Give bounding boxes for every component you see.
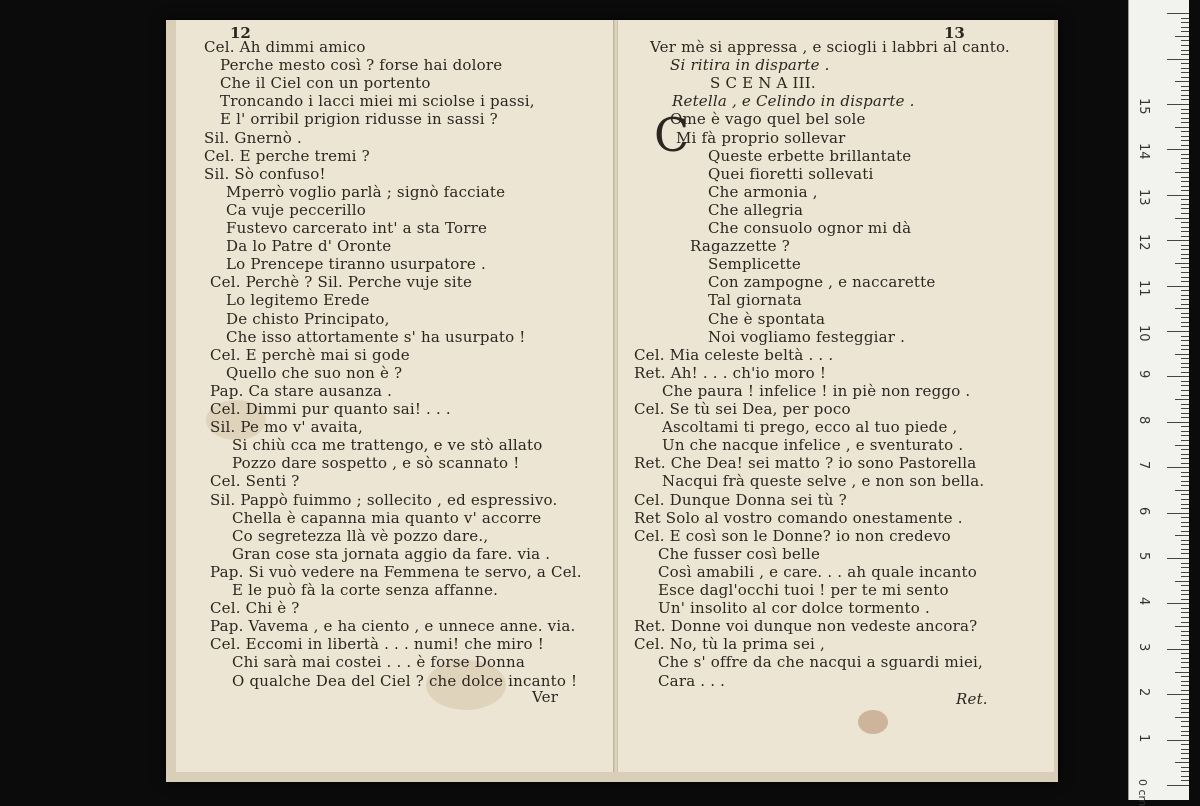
ruler-tick: [1175, 354, 1189, 355]
ruler-tick: [1181, 158, 1189, 159]
ruler-tick: [1167, 422, 1189, 423]
ruler-number: 0 cm: [1136, 779, 1149, 806]
ruler-tick: [1181, 780, 1189, 781]
ruler-tick: [1181, 322, 1189, 323]
text-line: Cel. Chi è ?: [210, 599, 300, 618]
ruler-number: 10: [1136, 325, 1151, 342]
ruler-tick: [1181, 676, 1189, 677]
text-line: Pap. Vavema , e ha ciento , e unnece anne. via.: [210, 617, 576, 636]
ruler-tick: [1181, 494, 1189, 495]
ruler-tick: [1181, 485, 1189, 486]
ruler-tick: [1181, 140, 1189, 141]
text-line: Ret. Ah! . . . ch'io moro !: [634, 363, 827, 382]
page-number-right: 13: [944, 24, 965, 42]
ruler-tick: [1181, 458, 1189, 459]
ruler-tick: [1181, 504, 1189, 505]
ruler-tick: [1181, 31, 1189, 32]
ruler-tick: [1181, 281, 1189, 282]
ruler-tick: [1181, 685, 1189, 686]
text-line: Sil. Pappò fuimmo ; sollecito , ed espressivo.: [210, 490, 558, 509]
ruler-tick: [1181, 712, 1189, 713]
ruler-tick: [1181, 735, 1189, 736]
ruler-tick: [1181, 767, 1189, 768]
ruler-tick: [1167, 59, 1189, 60]
ruler-tick: [1167, 286, 1189, 287]
ruler-tick: [1175, 717, 1189, 718]
text-line: Queste erbette brillantate: [708, 146, 912, 165]
text-line: Ome è vago quel bel sole: [670, 110, 866, 129]
text-line: Cel. Se tù sei Dea, per poco: [634, 400, 851, 418]
ruler-tick: [1167, 467, 1189, 468]
ruler-tick: [1181, 753, 1189, 754]
ruler-tick: [1181, 721, 1189, 722]
ruler-tick: [1181, 109, 1189, 110]
text-line: Mi fà proprio sollevar: [676, 128, 846, 147]
text-line: Cel. Dimmi pur quanto sai! . . .: [210, 400, 451, 418]
ruler-tick: [1181, 622, 1189, 623]
text-line: Mperrò voglio parlà ; signò facciate: [226, 182, 506, 201]
text-line: Un' insolito al cor dolce tormento .: [658, 599, 930, 618]
ruler-tick: [1181, 567, 1189, 568]
ruler-tick: [1175, 581, 1189, 582]
ruler-number: 4: [1136, 597, 1151, 606]
text-line: Co segretezza llà vè pozzo dare.,: [232, 526, 489, 545]
text-line: Si chiù cca me trattengo, e ve stò allato: [232, 436, 543, 455]
ruler-tick: [1181, 372, 1189, 373]
ruler-tick: [1181, 90, 1189, 91]
text-line: Nacqui frà queste selve , e non son bella.: [662, 472, 985, 491]
ruler-number: 11: [1136, 279, 1151, 297]
text-line: Con zampogne , e naccarette: [708, 273, 936, 292]
ruler-tick: [1181, 771, 1189, 772]
ruler-tick: [1181, 699, 1189, 700]
text-line: Lo legitemo Erede: [226, 291, 370, 310]
text-line: Ver mè si appressa , e sciogli i labbri al canto.: [650, 38, 1010, 56]
ruler-number: 12: [1136, 234, 1151, 251]
text-line: Quello che suo non è ?: [226, 363, 403, 382]
ruler-tick: [1181, 662, 1189, 663]
ruler-number: 1: [1136, 733, 1151, 742]
ruler-number: 13: [1136, 188, 1151, 206]
ruler-tick: [1181, 540, 1189, 541]
ruler-tick: [1181, 363, 1189, 364]
text-line: Semplicette: [708, 255, 801, 274]
text-line: Cel. No, tù la prima sei ,: [634, 635, 825, 654]
measurement-ruler: [1128, 0, 1189, 806]
right-page: [618, 20, 1054, 772]
ruler-tick: [1181, 681, 1189, 682]
text-line: Cel. E così son le Donne? io non credevo: [634, 526, 951, 545]
text-line: Pozzo dare sospetto , e sò scannato !: [232, 454, 520, 473]
text-line: Ret.: [956, 690, 988, 708]
text-line: Cel. E perchè mai si gode: [210, 345, 410, 364]
stain: [858, 710, 888, 734]
ruler-tick: [1181, 544, 1189, 545]
ruler-tick: [1181, 499, 1189, 500]
ruler-tick: [1175, 672, 1189, 673]
ruler-tick: [1181, 190, 1189, 191]
ruler-tick: [1181, 608, 1189, 609]
ruler-tick: [1181, 390, 1189, 391]
text-line: Che armonia ,: [708, 182, 818, 201]
text-line: Cel. E perche tremi ?: [204, 146, 370, 165]
text-line: Così amabili , e care. . . ah quale incanto: [658, 562, 977, 581]
ruler-tick: [1181, 267, 1189, 268]
ruler-number: 8: [1136, 415, 1151, 425]
text-line: Che è spontata: [708, 309, 826, 328]
ruler-tick: [1181, 644, 1189, 645]
ruler-number: 5: [1136, 552, 1151, 561]
text-line: Retella , e Celindo in disparte .: [672, 92, 915, 111]
text-line: Cel. Eccomi in libertà . . . numi! che miro !: [210, 635, 544, 654]
ruler-tick: [1181, 68, 1189, 69]
ruler-number: 9: [1136, 370, 1151, 379]
ruler-tick: [1181, 304, 1189, 305]
left-page: [176, 20, 615, 772]
ruler-tick: [1181, 481, 1189, 482]
ruler-tick: [1167, 104, 1189, 105]
ruler-tick: [1181, 358, 1189, 359]
ruler-tick: [1181, 472, 1189, 473]
ruler-tick: [1181, 299, 1189, 300]
text-line: Gran cose sta jornata aggio da fare. via .: [232, 544, 551, 563]
ruler-tick: [1175, 308, 1189, 309]
ruler-tick: [1181, 703, 1189, 704]
text-line: Che il Ciel con un portento: [220, 74, 431, 93]
ruler-tick: [1181, 222, 1189, 223]
ruler-tick: [1181, 227, 1189, 228]
text-line: Ret. Che Dea! sei matto ? io sono Pastorella: [634, 454, 977, 473]
ruler-tick: [1181, 576, 1189, 577]
ruler-tick: [1167, 649, 1189, 650]
text-line: Cel. Senti ?: [210, 472, 300, 491]
ruler-tick: [1181, 245, 1189, 246]
text-line: Perche mesto così ? forse hai dolore: [220, 56, 503, 75]
open-book: [166, 20, 1058, 782]
ruler-tick: [1167, 785, 1189, 786]
ruler-tick: [1181, 726, 1189, 727]
ruler-tick: [1181, 272, 1189, 273]
ruler-tick: [1181, 249, 1189, 250]
ruler-tick: [1181, 231, 1189, 232]
text-line: O qualche Dea del Ciel ? che dolce incanto !: [232, 671, 578, 690]
text-line: Che fusser così belle: [658, 544, 821, 563]
ruler-tick: [1167, 195, 1189, 196]
ruler-tick: [1181, 86, 1189, 87]
text-line: Quei fioretti sollevati: [708, 164, 874, 183]
text-line: Si ritira in disparte .: [670, 56, 830, 75]
text-line: Tal giornata: [708, 291, 802, 310]
ruler-tick: [1181, 594, 1189, 595]
text-line: Sil. Pe mo v' avaita,: [210, 418, 363, 437]
ruler-tick: [1181, 667, 1189, 668]
ruler-tick: [1175, 626, 1189, 627]
ruler-tick: [1181, 431, 1189, 432]
ruler-tick: [1175, 81, 1189, 82]
ruler-tick: [1181, 385, 1189, 386]
ruler-tick: [1181, 449, 1189, 450]
ruler-tick: [1181, 22, 1189, 23]
ruler-tick: [1181, 177, 1189, 178]
ruler-tick: [1181, 522, 1189, 523]
ruler-tick: [1167, 13, 1189, 14]
page-number-left: 12: [230, 24, 251, 42]
ruler-tick: [1167, 240, 1189, 241]
ruler-tick: [1181, 531, 1189, 532]
ruler-tick: [1181, 731, 1189, 732]
text-line: Noi vogliamo festeggiar .: [708, 327, 906, 346]
ruler-tick: [1181, 72, 1189, 73]
ruler-tick: [1181, 653, 1189, 654]
ruler-tick: [1181, 27, 1189, 28]
ruler-tick: [1181, 417, 1189, 418]
ruler-tick: [1175, 535, 1189, 536]
ruler-tick: [1175, 127, 1189, 128]
ruler-tick: [1175, 762, 1189, 763]
ruler-tick: [1181, 599, 1189, 600]
ruler-tick: [1181, 258, 1189, 259]
ruler-tick: [1181, 517, 1189, 518]
ruler-tick: [1181, 113, 1189, 114]
ruler-number: 3: [1136, 642, 1151, 652]
text-line: Pap. Si vuò vedere na Femmena te servo, a Cel.: [210, 562, 582, 581]
text-line: Un che nacque infelice , e sventurato .: [662, 436, 964, 455]
ruler-tick: [1181, 612, 1189, 613]
ruler-tick: [1181, 336, 1189, 337]
ruler-tick: [1167, 694, 1189, 695]
text-line: E le può fà la corte senza affanne.: [232, 581, 499, 599]
ruler-tick: [1175, 263, 1189, 264]
ruler-tick: [1181, 563, 1189, 564]
ruler-tick: [1175, 172, 1189, 173]
ruler-tick: [1181, 118, 1189, 119]
ruler-tick: [1175, 218, 1189, 219]
ruler-tick: [1181, 77, 1189, 78]
ruler-tick: [1181, 776, 1189, 777]
text-line: Fustevo carcerato int' a sta Torre: [226, 219, 488, 237]
ruler-tick: [1181, 526, 1189, 527]
ruler-tick: [1181, 690, 1189, 691]
text-line: Troncando i lacci miei mi sciolse i passi,: [220, 92, 535, 111]
text-line: Ca vuje peccerillo: [226, 200, 366, 219]
ruler-tick: [1175, 445, 1189, 446]
ruler-tick: [1181, 154, 1189, 155]
text-line: Cel. Perchè ? Sil. Perche vuje site: [210, 273, 473, 292]
text-line: De chisto Principato,: [226, 309, 390, 328]
ruler-tick: [1181, 186, 1189, 187]
text-line: Cara . . .: [658, 671, 726, 690]
text-line: Cel. Ah dimmi amico: [204, 38, 366, 56]
ruler-tick: [1181, 549, 1189, 550]
ruler-tick: [1181, 617, 1189, 618]
text-line: Che allegria: [708, 200, 804, 219]
ruler-tick: [1167, 513, 1189, 514]
ruler-tick: [1181, 313, 1189, 314]
ruler-tick: [1181, 181, 1189, 182]
text-line: Chella è capanna mia quanto v' accorre: [232, 508, 542, 527]
text-line: Ret Solo al vostro comando onestamente .: [634, 508, 963, 527]
ruler-tick: [1181, 213, 1189, 214]
ruler-tick: [1181, 208, 1189, 209]
ruler-tick: [1175, 399, 1189, 400]
text-line: Che paura ! infelice ! in piè non reggo .: [662, 381, 971, 400]
ruler-tick: [1181, 50, 1189, 51]
ruler-number: 15: [1136, 98, 1151, 115]
text-line: E l' orribil prigion ridusse in sassi ?: [220, 110, 498, 129]
ruler-tick: [1181, 340, 1189, 341]
ruler-tick: [1181, 413, 1189, 414]
ruler-number: 14: [1136, 143, 1151, 160]
text-line: Ret. Donne voi dunque non vedeste ancora?: [634, 617, 978, 636]
ruler-tick: [1175, 36, 1189, 37]
ruler-tick: [1181, 463, 1189, 464]
ruler-tick: [1181, 131, 1189, 132]
ruler-tick: [1181, 476, 1189, 477]
ruler-tick: [1181, 18, 1189, 19]
text-line: Che s' offre da che nacqui a sguardi miei,: [658, 653, 983, 672]
ruler-tick: [1181, 749, 1189, 750]
ruler-tick: [1181, 345, 1189, 346]
ruler-tick: [1181, 367, 1189, 368]
ruler-tick: [1181, 508, 1189, 509]
ruler-tick: [1181, 54, 1189, 55]
ruler-tick: [1181, 45, 1189, 46]
text-line: Ragazzette ?: [690, 237, 790, 256]
text-line: Esce dagl'occhi tuoi ! per te mi sento: [658, 581, 949, 599]
ruler-tick: [1181, 277, 1189, 278]
text-line: Cel. Mia celeste beltà . . .: [634, 345, 834, 364]
ruler-tick: [1181, 744, 1189, 745]
text-line: Lo Prencepe tiranno usurpatore .: [226, 255, 486, 274]
ruler-tick: [1181, 758, 1189, 759]
ruler-tick: [1181, 254, 1189, 255]
text-line: Ascoltami ti prego, ecco al tuo piede ,: [662, 418, 958, 437]
text-line: Chi sarà mai costei . . . è forse Donna: [232, 653, 526, 672]
ruler-tick: [1181, 454, 1189, 455]
ruler-tick: [1181, 708, 1189, 709]
ruler-tick: [1181, 204, 1189, 205]
ruler-tick: [1181, 99, 1189, 100]
text-line: Da lo Patre d' Oronte: [226, 237, 392, 256]
text-line: Sil. Sò confuso!: [204, 164, 326, 183]
ruler-tick: [1181, 658, 1189, 659]
ruler-tick: [1181, 635, 1189, 636]
ruler-tick: [1181, 145, 1189, 146]
text-line: S C E N A III.: [710, 74, 816, 93]
ruler-tick: [1181, 122, 1189, 123]
ruler-tick: [1167, 740, 1189, 741]
ruler-tick: [1181, 640, 1189, 641]
ruler-tick: [1181, 163, 1189, 164]
ruler-tick: [1181, 426, 1189, 427]
ruler-tick: [1181, 631, 1189, 632]
text-line: Che isso attortamente s' ha usurpato !: [226, 327, 526, 346]
ruler-number: 7: [1136, 461, 1151, 470]
text-line: Ver: [532, 688, 559, 706]
ruler-tick: [1181, 572, 1189, 573]
ruler-tick: [1181, 404, 1189, 405]
ruler-tick: [1181, 435, 1189, 436]
ruler-tick: [1167, 558, 1189, 559]
text-line: Che consuolo ognor mi dà: [708, 219, 912, 237]
ruler-tick: [1181, 40, 1189, 41]
ruler-tick: [1181, 395, 1189, 396]
ruler-tick: [1167, 149, 1189, 150]
ruler-tick: [1181, 295, 1189, 296]
ruler-tick: [1181, 317, 1189, 318]
ruler-tick: [1181, 349, 1189, 350]
ruler-tick: [1181, 63, 1189, 64]
ruler-number: 6: [1136, 506, 1151, 515]
ruler-tick: [1181, 408, 1189, 409]
ruler-tick: [1181, 168, 1189, 169]
text-line: Sil. Gnernò .: [204, 128, 302, 147]
text-line: Cel. Dunque Donna sei tù ?: [634, 490, 847, 509]
ruler-tick: [1167, 331, 1189, 332]
ruler-tick: [1181, 290, 1189, 291]
ruler-tick: [1167, 376, 1189, 377]
ruler-tick: [1181, 326, 1189, 327]
ruler-tick: [1181, 590, 1189, 591]
ruler-tick: [1181, 136, 1189, 137]
ruler-tick: [1175, 490, 1189, 491]
text-line: Pap. Ca stare ausanza .: [210, 381, 393, 400]
ruler-tick: [1181, 381, 1189, 382]
ruler-tick: [1181, 236, 1189, 237]
ruler-tick: [1167, 603, 1189, 604]
ruler-tick: [1181, 440, 1189, 441]
ruler-tick: [1181, 553, 1189, 554]
ruler-tick: [1181, 95, 1189, 96]
ruler-tick: [1181, 585, 1189, 586]
ruler-tick: [1181, 199, 1189, 200]
ruler-number: 2: [1136, 688, 1151, 697]
drop-cap: C: [654, 108, 690, 162]
